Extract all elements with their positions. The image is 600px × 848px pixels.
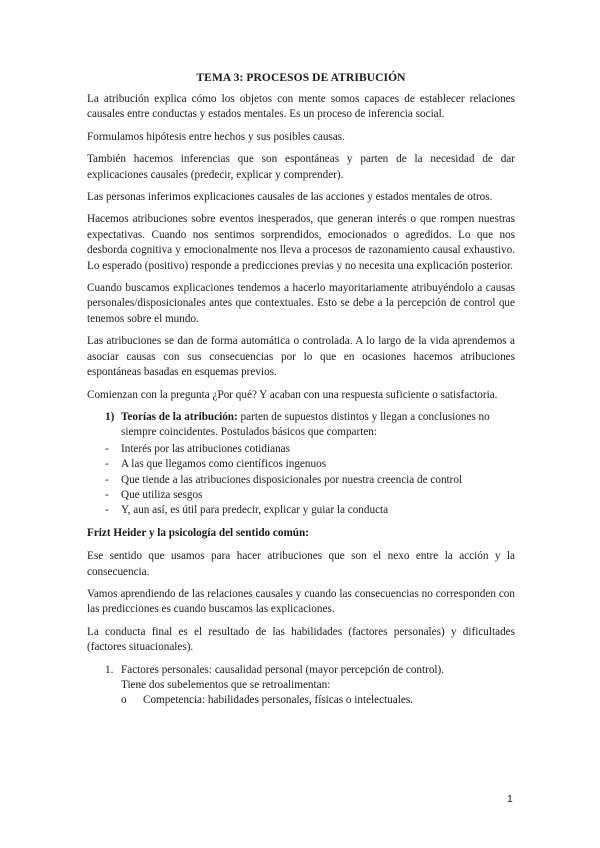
- paragraph: Las personas inferimos explicaciones causales de las acciones y estados mentales de otros.: [87, 191, 493, 204]
- sub-item-text: Competencia: habilidades personales, físicas o intelectuales.: [143, 694, 413, 707]
- paragraph: Comienzan con la pregunta ¿Por qué? Y acaban con una respuesta suficiente o satisfactoria.: [87, 388, 498, 401]
- item-number: 1.: [105, 663, 114, 676]
- page-number: 1: [507, 793, 513, 805]
- paragraph: La conducta final es el resultado de las habilidades (factores personales) y dificultades (factores situacionales).: [87, 625, 515, 654]
- sub-list-item: [87, 693, 515, 708]
- item-text: [121, 410, 515, 441]
- page-title: TEMA 3: PROCESOS DE ATRIBUCIÓN: [196, 72, 406, 84]
- paragraph: Vamos aprendiendo de las relaciones causales y cuando las consecuencias no corresponden con las predicciones es cuando buscamos las explicaciones.: [87, 587, 515, 616]
- list-item: - Y, aun así, es útil para predecir, explicar y guiar la conducta: [105, 504, 389, 517]
- list-item: - Interés por las atribuciones cotidianas: [105, 442, 290, 455]
- bullet: o: [121, 694, 127, 707]
- section-subheading: Frizt Heider y la psicología del sentido común:: [87, 526, 309, 539]
- numbered-item-theories: [87, 410, 515, 441]
- paragraph: Cuando buscamos explicaciones tendemos a hacerlo mayoritariamente atribuyéndolo a causas personales/disposicionales antes que contextuales. Esto se debe a la percepción de control que tenemos sobre el mundo.: [87, 282, 515, 325]
- item-bold-label: Teorías de la atribución:: [121, 410, 238, 423]
- item-text: Tiene dos subelementos que se retroalimentan:: [121, 679, 331, 691]
- document-page: [87, 72, 515, 709]
- paragraph: La atribución explica cómo los objetos con mente somos capaces de establecer relaciones causales entre conductas y estados mentales. Es un proceso de inferencia social.: [87, 93, 515, 121]
- item-body: parten de supuestos distintos y llegan a conclusiones no siempre coincidentes. Postulados básicos que comparten:: [121, 410, 490, 439]
- numbered-item-continuation: [87, 678, 515, 693]
- paragraph: Ese sentido que usamos para hacer atribuciones que son el nexo entre la acción y la consecuencia.: [87, 550, 515, 578]
- numbered-item-personal-factors: [87, 663, 515, 678]
- paragraph: Formulamos hipótesis entre hechos y sus posibles causas.: [87, 130, 345, 143]
- item-number: 1): [105, 410, 115, 423]
- paragraph: Las atribuciones se dan de forma automática o controlada. A lo largo de la vida aprendemos a asociar causas con sus consecuencias por lo que en ocasiones hacemos atribuciones espontáneas basadas en esquemas previos.: [87, 335, 515, 379]
- list-item: - Que tiende a las atribuciones disposicionales por nuestra creencia de control: [105, 473, 463, 486]
- paragraph: También hacemos inferencias que son espontáneas y parten de la necesidad de dar explicaciones causales (predecir, explicar y comprender).: [87, 153, 515, 181]
- list-item: - Que utiliza sesgos: [105, 488, 203, 501]
- list-item: - A las que llegamos como científicos ingenuos: [105, 458, 327, 471]
- paragraph: Hacemos atribuciones sobre eventos inesperados, que generan interés o que rompen nuestras expectativas. Cuando nos sentimos sorprendidos, emocionados o agredidos. Lo que nos desborda cognitiva y emocionalmente nos lleva a procesos de razonamiento causal exhaustivo. Lo esperado (positivo) responde a predicciones previas y no necesita una explicación posterior.: [87, 213, 515, 272]
- item-text: Factores personales: causalidad personal (mayor percepción de control).: [121, 663, 445, 676]
- postulates-list: [87, 442, 515, 519]
